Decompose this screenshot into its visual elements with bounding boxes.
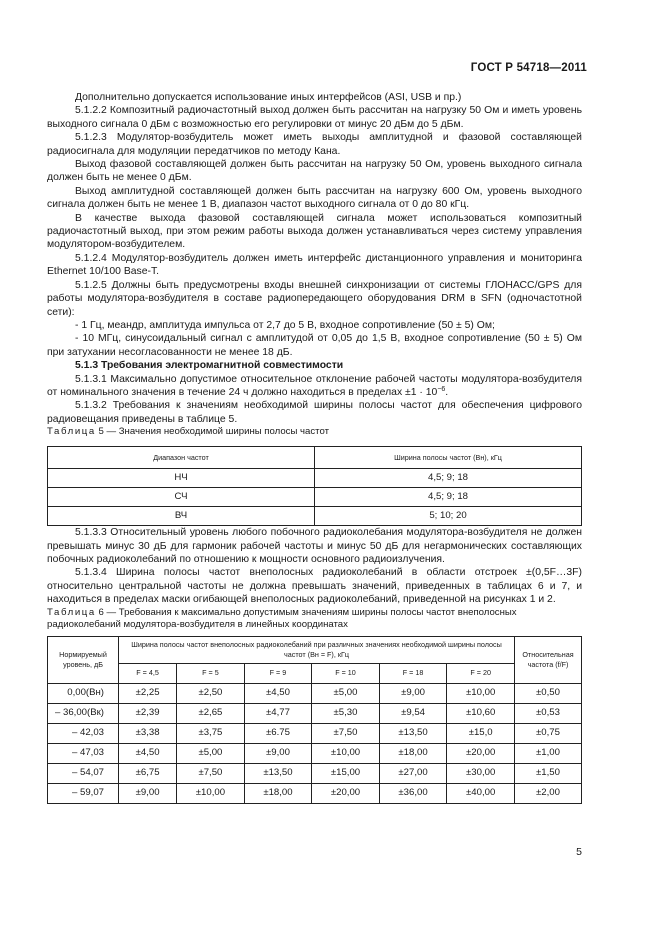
- table-cell: 0,00(Вн): [48, 683, 119, 703]
- paragraph: 5.1.3.2 Требования к значениям необходимой ширины полосы частот для обеспечения цифрового радиовещания приведены в таблице 5.: [47, 400, 582, 425]
- table-cell: ±15,00: [312, 763, 380, 783]
- paragraph: 5.1.2.3 Модулятор-возбудитель может иметь выходы амплитудной и фазовой составляющей радиосигнала для модуляции передатчиков по методу Кана.: [47, 132, 582, 157]
- document-code: ГОСТ Р 54718—2011: [470, 62, 587, 74]
- table-cell: ±1,00: [515, 743, 582, 763]
- table-cell: 4,5; 9; 18: [315, 488, 582, 507]
- table-cell: ±5,00: [177, 743, 245, 763]
- column-header-group: Ширина полосы частот внеполосных радиоколебаний при различных значениях необходимой ширины полосы частот (Вн = F), кГц: [119, 636, 515, 663]
- table-cell: ±36,00: [379, 783, 447, 803]
- paragraph: 5.1.2.2 Композитный радиочастотный выход должен быть рассчитан на нагрузку 50 Ом и иметь уровень выходного сигнала 0 дБм с возможностью его регулировки от минус 20 дБм до 5 дБм.: [47, 105, 582, 130]
- table-cell: ±10,60: [447, 703, 515, 723]
- table-cell: ±4,50: [119, 743, 177, 763]
- table-cell: ВЧ: [48, 507, 315, 526]
- table-cell: – 59,07: [48, 783, 119, 803]
- column-subheader: F = 5: [177, 663, 245, 683]
- table-cell: ±18,00: [244, 783, 312, 803]
- table-cell: ±1,50: [515, 763, 582, 783]
- table-cell: СЧ: [48, 488, 315, 507]
- table-row: [48, 703, 582, 723]
- paragraph: 5.1.3.3 Относительный уровень любого побочного радиоколебания модулятора-возбудителя не должен превышать минус 30 дБ для гармоник рабочей частоты и минус 50 дБ для негармонических составляющих побочных радиоколебаний по отношению к мощности основного радиоизлучения.: [47, 527, 582, 565]
- table-cell: ±2,25: [119, 683, 177, 703]
- table-cell: ±0,75: [515, 723, 582, 743]
- table-cell: ±20,00: [312, 783, 380, 803]
- list-item: - 10 МГц, синусоидальный сигнал с амплитудой от 0,05 до 1,5 В, входное сопротивление (50 ± 5) Ом при затухании несогласованности не менее 18 дБ.: [47, 333, 582, 358]
- page-number: 5: [576, 846, 582, 858]
- paragraph: 5.1.2.5 Должны быть предусмотрены входы внешней синхронизации от системы ГЛОНАСС/GPS для работы модулятора-возбудителя в составе радиопередающего оборудования DRM в SFN (одночастотной сети):: [47, 279, 582, 318]
- table-cell: ±5,00: [312, 683, 380, 703]
- table-cell: – 47,03: [48, 743, 119, 763]
- table-cell: – 42,03: [48, 723, 119, 743]
- table-cell: НЧ: [48, 469, 315, 488]
- table-row: [48, 763, 582, 783]
- column-subheader: F = 20: [447, 663, 515, 683]
- column-subheader: F = 10: [312, 663, 380, 683]
- table-cell: ±6.75: [244, 723, 312, 743]
- table-cell: ±4,77: [244, 703, 312, 723]
- caption-text: 6 — Требования к максимально допустимым значениям ширины полосы частот внеполосных радиоколебаний модулятора-возбудителя в линейных координатах: [47, 606, 517, 630]
- column-subheader: F = 18: [379, 663, 447, 683]
- exponent: −6: [437, 385, 446, 393]
- column-subheader: F = 4,5: [119, 663, 177, 683]
- caption-text: 5 — Значения необходимой ширины полосы частот: [98, 426, 329, 438]
- table-cell: ±7,50: [312, 723, 380, 743]
- table-cell: ±0,50: [515, 683, 582, 703]
- table-cell: ±10,00: [177, 783, 245, 803]
- table-cell: ±7,50: [177, 763, 245, 783]
- table-5: [47, 446, 582, 526]
- table-row: [48, 469, 582, 488]
- table-cell: ±27,00: [379, 763, 447, 783]
- table-cell: ±0,53: [515, 703, 582, 723]
- table-cell: 4,5; 9; 18: [315, 469, 582, 488]
- table-cell: ±2,50: [177, 683, 245, 703]
- table-cell: ±10,00: [447, 683, 515, 703]
- paragraph-text: .: [445, 386, 449, 398]
- column-header-relative: Относительная частота (f/F): [515, 636, 582, 683]
- caption-label: Таблица: [47, 606, 96, 618]
- column-subheader: F = 9: [244, 663, 312, 683]
- caption-label: Таблица: [47, 426, 96, 438]
- table6-caption: [47, 607, 582, 631]
- table-cell: 5; 10; 20: [315, 507, 582, 526]
- column-header: Ширина полосы частот (Вн), кГц: [315, 447, 582, 469]
- table-cell: ±9,00: [379, 683, 447, 703]
- table-cell: ±3,38: [119, 723, 177, 743]
- table-cell: ±13,50: [379, 723, 447, 743]
- table-cell: ±4,50: [244, 683, 312, 703]
- paragraph: [47, 373, 582, 400]
- paragraph: 5.1.2.4 Модулятор-возбудитель должен иметь интерфейс дистанционного управления и мониторинга Ethernet 10/100 Base-T.: [47, 252, 582, 278]
- table-cell: ±2,00: [515, 783, 582, 803]
- paragraph: В качестве выхода фазовой составляющей сигнала может использоваться композитный радиочастотный выход, при этом режим работы выхода должен устанавливаться через систему управления модулятором-возбудителем.: [47, 212, 582, 251]
- column-header-level: Нормируемый уровень, дБ: [48, 636, 119, 683]
- table-cell: ±20,00: [447, 743, 515, 763]
- table-cell: ±6,75: [119, 763, 177, 783]
- paragraph: Дополнительно допускается использование иных интерфейсов (ASI, USB и пр.): [75, 92, 462, 103]
- table-6: [47, 636, 582, 804]
- paragraph-text: 5.1.3.1 Максимально допустимое относительное отклонение рабочей частоты модулятора-возбудителя от номинального значения в течение 24 ч должно находиться в пределах ±1 · 10: [47, 373, 582, 398]
- table5-caption: [47, 426, 582, 438]
- paragraph: Выход амплитудной составляющей должен быть рассчитан на нагрузку 600 Ом, уровень выходного сигнала должен быть не менее 1 В, диапазон частот выходного сигнала от 0 до 80 кГц.: [47, 185, 582, 211]
- table-cell: – 54,07: [48, 763, 119, 783]
- paragraph: Выход фазовой составляющей должен быть рассчитан на нагрузку 50 Ом, уровень выходного сигнала должен быть не менее 0 дБм.: [47, 159, 582, 184]
- table-cell: ±15,0: [447, 723, 515, 743]
- table-row: [48, 507, 582, 526]
- table-cell: ±13,50: [244, 763, 312, 783]
- table-cell: ±9,00: [119, 783, 177, 803]
- table-row: [48, 683, 582, 703]
- table-cell: ±9,00: [244, 743, 312, 763]
- table-cell: ±30,00: [447, 763, 515, 783]
- page-content: [47, 91, 582, 804]
- paragraph: 5.1.3.4 Ширина полосы частот внеполосных радиоколебаний в области отстроек ±(0,5F…3F) относительно центральной частоты не должна превышать значений, приведенных в таблицах 6 и 7, и находиться в пределах маски огибающей внеполосных радиоколебаний, приведенной на рисунках 1 и 2.: [47, 567, 582, 606]
- list-item: - 1 Гц, меандр, амплитуда импульса от 2,7 до 5 В, входное сопротивление (50 ± 5) Ом;: [75, 319, 495, 331]
- table-cell: ±5,30: [312, 703, 380, 723]
- table-row: [48, 743, 582, 763]
- table-cell: ±40,00: [447, 783, 515, 803]
- table-cell: – 36,00(Вк): [48, 703, 119, 723]
- table-cell: ±3,75: [177, 723, 245, 743]
- table-cell: ±2,65: [177, 703, 245, 723]
- table-row: [48, 488, 582, 507]
- section-heading: 5.1.3 Требования электромагнитной совместимости: [75, 360, 344, 372]
- column-header: Диапазон частот: [48, 447, 315, 469]
- table-cell: ±9,54: [379, 703, 447, 723]
- table-cell: ±18,00: [379, 743, 447, 763]
- table-cell: ±10,00: [312, 743, 380, 763]
- table-row: [48, 723, 582, 743]
- table-cell: ±2,39: [119, 703, 177, 723]
- table-row: [48, 783, 582, 803]
